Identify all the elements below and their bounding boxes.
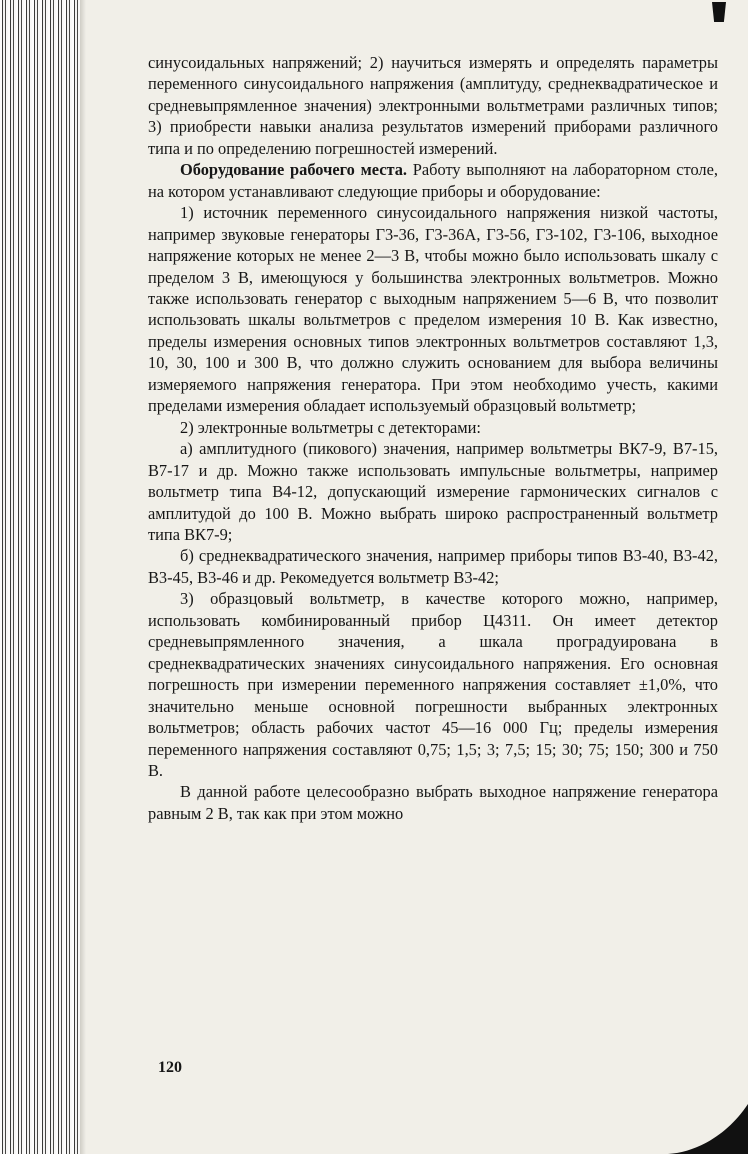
book-spine-shadow bbox=[0, 0, 80, 1154]
gutter-edge bbox=[80, 0, 86, 1154]
paragraph-6: б) среднеквадратического значения, например приборы типов В3-40, В3-42, В3-45, В3-46 и др. Рекомедуется вольтметр В3-42; bbox=[148, 546, 718, 587]
paragraph-1: синусоидальных напряжений; 2) научиться измерять и определять параметры переменного синусоидального напряжения (амплитуду, среднеквадратическое и средневыпрямленное значения) электронными вольтметрами различных типов; 3) приобрести навыки анализа результатов измерений приборами различного типа и по определению погрешностей измерений. bbox=[148, 53, 718, 158]
paragraph-8: В данной работе целесообразно выбрать выходное напряжение генератора равным 2 В, так как при этом можно bbox=[148, 782, 718, 823]
section-heading: Оборудование рабочего места. bbox=[180, 160, 408, 180]
paragraph-7: 3) образцовый вольтметр, в качестве которого можно, например, использовать комбинированный прибор Ц4311. Он имеет детектор средневыпрямленного значения, а шкала проградуирована в среднеквадратических значениях синусоидального напряжения. Его основная погрешность при измерении переменного напряжения составляет ±1,0%, что значительно меньше основной погрешности выбранных электронных вольтметров; область рабочих частот 45—16 000 Гц; пределы измерения переменного напряжения составляют 0,75; 1,5; 3; 7,5; 15; 30; 75; 150; 300 и 750 В. bbox=[148, 589, 718, 780]
paragraph-3: 1) источник переменного синусоидального напряжения низкой частоты, например звуковые генераторы Г3-36, Г3-36А, Г3-56, Г3-102, Г3-106, выходное напряжение которых не менее 2—3 В, чтобы можно было использовать шкалу с пределом 3 В, имеющуюся у большинства электронных вольтметров. Можно также использовать генератор с выходным напряжением 5—6 В, что позволит использовать шкалы вольтметров с пределом измерения 10 В. Как известно, пределы измерения основных типов электронных вольтметров составляют 1,3, 10, 30, 100 и 300 В, что должно служить основанием для выбора величины измеряемого напряжения генератора. При этом необходимо учесть, какими пределами измерения обладает используемый образцовый вольтметр; bbox=[148, 203, 718, 416]
corner-mark bbox=[712, 2, 726, 22]
paragraph-2-text: Работу выполняют на лабораторном столе, на котором устанавливают следующие приборы и оборудование: bbox=[148, 160, 718, 201]
page-number: 120 bbox=[158, 1059, 182, 1076]
page-curl-shadow bbox=[668, 1094, 748, 1154]
paragraph-4: 2) электронные вольтметры с детекторами: bbox=[180, 417, 481, 437]
paragraph-5: а) амплитудного (пикового) значения, например вольтметры ВК7-9, В7-15, В7-17 и др. Можно также использовать импульсные вольтметры, например вольтметр типа В4-12, допускающий измерение гармонических сигналов с амплитудой до 100 В. Можно выбрать широко распространенный вольтметр типа ВК7-9; bbox=[148, 439, 718, 544]
page-body bbox=[148, 52, 718, 824]
paragraph-2 bbox=[148, 159, 718, 202]
